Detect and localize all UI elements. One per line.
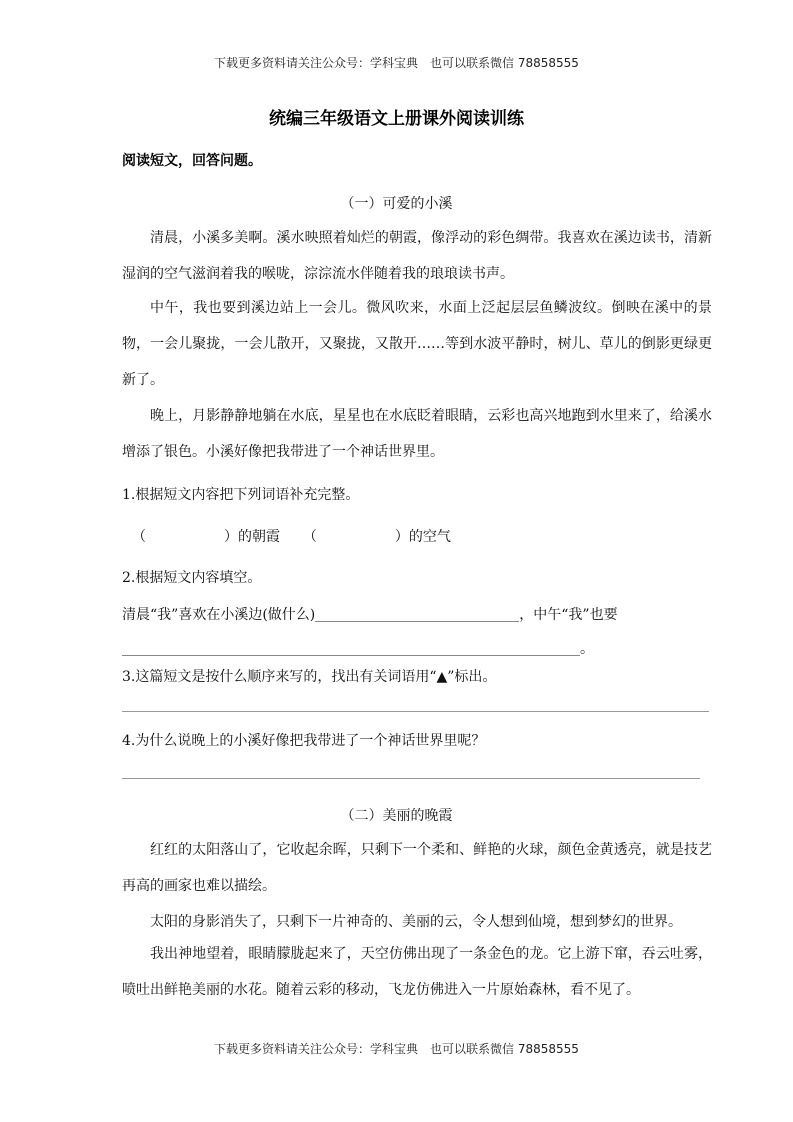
section-1-paragraph: 晚上，月影静静地躺在水底，星星也在水底眨着眼睛，云彩也高兴地跑到水里来了，给溪水增添了银色。小溪好像把我带进了一个神话世界里。: [122, 408, 712, 460]
answer-line[interactable]: [122, 711, 709, 712]
period: 。: [580, 641, 594, 657]
section-2-paragraph: 我出神地望着，眼睛朦胧起来了，天空仿佛出现了一条金色的龙。它上游下窜，吞云吐雾，喷吐出鲜艳美丽的水花。随着云彩的移动，飞龙仿佛进入一片原始森林，看不见了。: [122, 946, 712, 998]
section-2-title: （二）美丽的晚霞: [340, 808, 453, 824]
word-kongqi: ）的空气: [394, 529, 451, 545]
answer-line[interactable]: [122, 640, 580, 656]
q2-prompt-b: ，中午“我”也要: [519, 607, 618, 623]
question-1: 1.根据短文内容把下列词语补充完整。: [122, 487, 360, 503]
question-2: 2.根据短文内容填空。: [122, 570, 262, 586]
question-2-line-2: [122, 638, 594, 658]
answer-line[interactable]: [315, 606, 519, 622]
question-3: 3.这篇短文是按什么顺序来写的，找出有关词语用“▲”标出。: [122, 669, 497, 685]
answer-line[interactable]: [122, 778, 700, 779]
paren-open: （: [302, 529, 317, 545]
question-4: 4.为什么说晚上的小溪好像把我带进了一个神话世界里呢？: [122, 733, 486, 749]
question-2-line-1: [122, 604, 618, 624]
section-1-paragraph: 中午，我也要到溪边站上一会儿。微风吹来，水面上泛起层层鱼鳞波纹。倒映在溪中的景物，一会儿聚拢，一会儿散开，又聚拢，又散开……等到水波平静时，树儿、草儿的倒影更绿更新了。: [122, 300, 712, 388]
section-2-paragraph: 红红的太阳落山了，它收起余晖，只剩下一个柔和、鲜艳的火球，颜色金黄透亮，就是技艺再高的画家也难以描绘。: [122, 842, 712, 894]
section-1-title: （一）可爱的小溪: [340, 196, 453, 212]
word-zhaoxia: ）的朝霞: [224, 529, 280, 545]
instruction: 阅读短文，回答问题。: [122, 153, 262, 169]
section-1-paragraph: 清晨，小溪多美啊。溪水映照着灿烂的朝霞，像浮动的彩色绸带。我喜欢在溪边读书，清新湿润的空气滋润着我的喉咙，淙淙流水伴随着我的琅琅读书声。: [122, 230, 712, 282]
page-header: 下载更多资料请关注公众号：学科宝典 也可以联系微信 78858555: [214, 56, 579, 70]
question-1-blanks: [132, 526, 451, 546]
section-2-paragraph: 太阳的身影消失了，只剩下一片神奇的、美丽的云，令人想到仙境，想到梦幻的世界。: [150, 914, 682, 930]
paren-open: （: [132, 529, 146, 545]
page-footer: 下载更多资料请关注公众号：学科宝典 也可以联系微信 78858555: [214, 1042, 579, 1056]
q2-prompt-a: 清晨“我”喜欢在小溪边(做什么): [122, 607, 316, 623]
page-title: 统编三年级语文上册课外阅读训练: [269, 109, 524, 129]
